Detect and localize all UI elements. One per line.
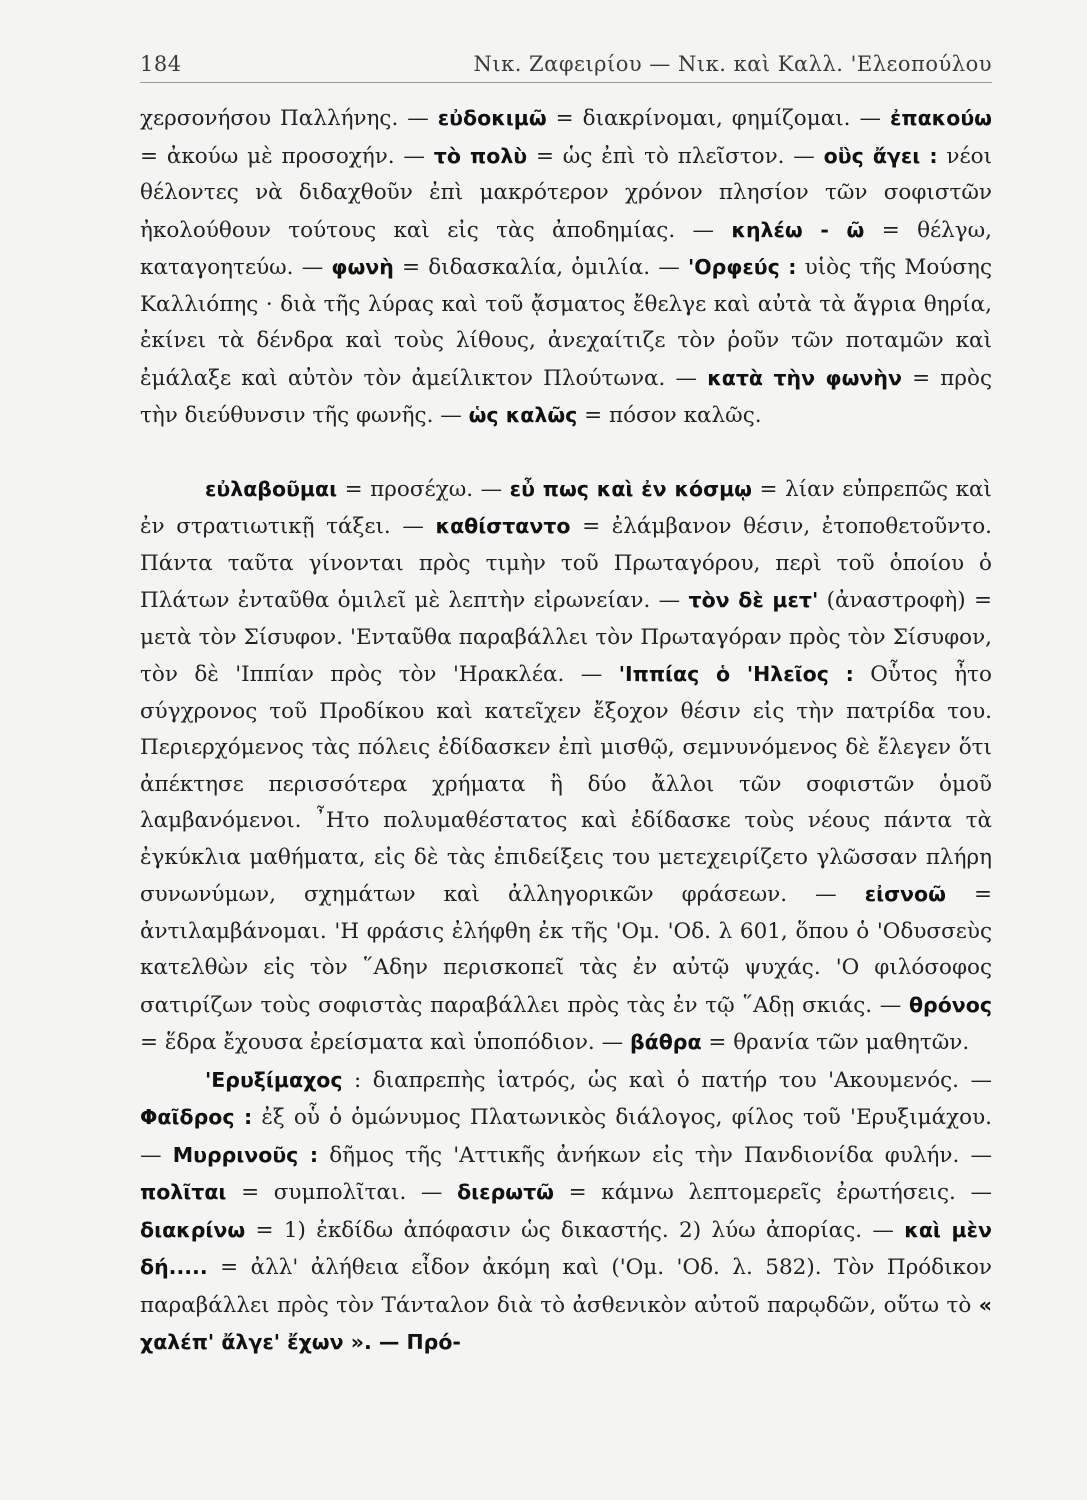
lemma-term: εὖ πως καὶ ἐν κόσμῳ: [509, 476, 752, 501]
gloss-text: ἐξ οὗ ὁ ὁμώνυμος Πλατωνικὸς διάλογος, φίλος τοῦ 'Ερυξιμάχου. —: [140, 1105, 992, 1168]
gloss-text: = διακρίνομαι, φημίζομαι. —: [546, 106, 890, 131]
lemma-term: 'Ιππίας ὁ 'Ηλεῖος :: [618, 662, 854, 686]
gloss-text: = λίαν εὐπρεπῶς καὶ ἐν στρατιωτικῇ τάξει. —: [140, 476, 992, 539]
lemma-term: καὶ μὲν δή.....: [140, 1217, 993, 1279]
lemma-term: καθίσταντο: [435, 514, 571, 538]
gloss-text: = ἕδρα ἔχουσα ἐρείσματα καὶ ὑποπόδιον. —: [140, 1030, 630, 1055]
gloss-text: (ἀναστροφὴ) = μετὰ τὸν Σίσυφον. 'Ενταῦθα παραβάλλει τὸν Πρωταγόραν πρὸς τὸν Σίσυφον, τὸν δὲ 'Ιππίαν πρὸς τὸν 'Ηρακλέα. —: [140, 588, 992, 687]
gloss-text: υἱὸς τῆς Μούσης Καλλιόπης · διὰ τῆς λύρας καὶ τοῦ ᾄσματος ἔθελγε καὶ αὐτὰ τὰ ἄγρια θηρία, ἐκίνει τὰ δένδρα καὶ τοὺς λίθους, ἀνεχαίτιζε τὸν ῥοῦν τῶν ποταμῶν καὶ ἐμάλαξε καὶ αὐτὸν τὸν ἀμείλικτον Πλούτωνα. —: [140, 255, 992, 391]
lemma-term: 'Ερυξίμαχος: [205, 1067, 343, 1092]
gloss-text: = ὡς ἐπὶ τὸ πλεῖστον. —: [527, 143, 824, 169]
gloss-text: = πρὸς τὴν διεύθυνσιν τῆς φωνῆς. —: [140, 365, 992, 428]
lemma-term: τὸ πολὺ: [433, 143, 528, 168]
lemma-term: ἐπακούω: [889, 106, 992, 130]
gloss-text: = ἀλλ' ἀλήθεια εἶδον ἀκόμη καὶ ('Ομ. 'Οδ. λ. 582). Τὸν Πρόδικον παραβάλλει πρὸς τὸν Τάνταλον διὰ τὸ ἀσθενικὸν αὐτοῦ παρῳδῶν, οὕτω τὸ: [140, 1255, 992, 1318]
gloss-text: = κάμνω λεπτομερεῖς ἐρωτήσεις. —: [553, 1180, 992, 1205]
lemma-term: « χαλέπ' ἄλγε' ἔχων ». — Πρό-: [140, 1292, 992, 1354]
running-title: Νικ. Ζαφειρίου — Νικ. καὶ Καλλ. 'Ελεοπούλου: [473, 52, 992, 76]
body-text: [140, 100, 992, 1362]
gloss-text: Οὗτος ἦτο σύγχρονος τοῦ Προδίκου καὶ κατεῖχεν ἔξοχον θέσιν εἰς τὴν πατρίδα του. Περιερχόμενος τὰς πόλεις ἐδίδασκεν ἐπὶ μισθῷ, σεμνυνόμενος δὲ ἔλεγεν ὅτι ἀπέκτησε περισσότερα χρήματα ἢ δύο ἄλλοι τῶν σοφιστῶν ὁμοῦ λαμβανόμενοι. ῏Ητο πολυμαθέστατος καὶ ἐδίδασκε τοὺς νέους πάντα τὰ ἐγκύκλια μαθήματα, εἰς δὲ τὰς ἐπιδείξεις του μετεχειρίζετο γλῶσσαν πλήρη συνωνύμων, σχημάτων καὶ ἀλληγορικῶν φράσεων. —: [140, 662, 993, 907]
paragraph-commentary-2: [140, 471, 992, 1062]
gloss-text: = πόσον καλῶς.: [577, 403, 762, 428]
gloss-text: = ἐλάμβανον θέσιν, ἐτοποθετοῦντο. Πάντα ταῦτα γίνονται πρὸς τιμὴν τοῦ Πρωταγόρου, περὶ τοῦ ὁποίου ὁ Πλάτων ἐνταῦθα ὁμιλεῖ μὲ λεπτὴν εἰρωνείαν. —: [140, 514, 992, 613]
lemma-term: εἰσνοῶ: [864, 882, 946, 906]
lemma-term: βάθρα: [629, 1030, 702, 1054]
lemma-term: φωνὴ: [331, 255, 394, 279]
lemma-term: θρόνος: [908, 992, 992, 1017]
gloss-text: : διαπρεπὴς ἰατρός, ὡς καὶ ὁ πατήρ του 'Ακουμενός. —: [342, 1067, 992, 1093]
gloss-text: = θρανία τῶν μαθητῶν.: [701, 1030, 970, 1055]
lemma-term: Μυρρινοῦς :: [172, 1142, 319, 1167]
gloss-text: = προσέχω. —: [337, 476, 510, 502]
paragraph-commentary-1: [140, 100, 992, 435]
gloss-text: νέοι θέλοντες νὰ διδαχθοῦν ἐπὶ μακρότερον χρόνον πλησίον τῶν σοφιστῶν ἠκολούθουν τούτους καὶ εἰς τὰς ἀποδημίας. —: [140, 143, 993, 243]
gloss-text: χερσονήσου Παλλήνης. —: [140, 106, 438, 131]
gloss-text: = διδασκαλία, ὁμιλία. —: [393, 255, 688, 280]
header-rule: [140, 82, 992, 83]
page-number: 184: [140, 52, 182, 76]
gloss-text: = ἀντιλαμβάνομαι. 'Η φράσις ἐλήφθη ἐκ τῆς 'Ομ. 'Οδ. λ 601, ὅπου ὁ 'Οδυσσεὺς κατελθὼν εἰς τὸν ῞Αδην περισκοπεῖ τὰς ἐν αὐτῷ ψυχάς. 'Ο φιλόσοφος σατιρίζων τοὺς σοφιστὰς παραβάλλει πρὸς τὰς ἐν τῷ ῞Αδῃ σκιάς. —: [140, 882, 992, 1018]
page-header: [140, 40, 992, 76]
lemma-term: εὐλαβοῦμαι: [205, 476, 338, 501]
lemma-term: πολῖται: [140, 1180, 227, 1204]
lemma-term: κηλέω - ῶ: [731, 217, 865, 242]
paragraph-commentary-3: [140, 1062, 992, 1362]
lemma-term: οὓς ἄγει :: [823, 143, 938, 168]
gloss-text: = ἀκούω μὲ προσοχήν. —: [140, 143, 434, 169]
gloss-text: = θέλγω, καταγοητεύω. —: [140, 217, 992, 280]
lemma-term: κατὰ τὴν φωνὴν: [707, 365, 902, 390]
lemma-term: ὡς καλῶς: [468, 403, 578, 427]
lemma-term: διακρίνω: [140, 1217, 246, 1242]
lemma-term: 'Ορφεύς :: [687, 255, 797, 279]
gloss-text: = συμπολῖται. —: [226, 1180, 458, 1205]
lemma-term: εὐδοκιμῶ: [437, 106, 547, 130]
lemma-term: διερωτῶ: [457, 1180, 554, 1204]
gloss-text: = 1) ἐκδίδω ἀπόφασιν ὡς δικαστής. 2) λύω ἀπορίας. —: [245, 1217, 905, 1243]
lemma-term: Φαῖδρος :: [140, 1105, 253, 1129]
lemma-term: τὸν δὲ μετ': [688, 588, 819, 612]
gloss-text: δῆμος τῆς 'Αττικῆς ἀνήκων εἰς τὴν Πανδιονίδα φυλήν. —: [318, 1142, 992, 1168]
